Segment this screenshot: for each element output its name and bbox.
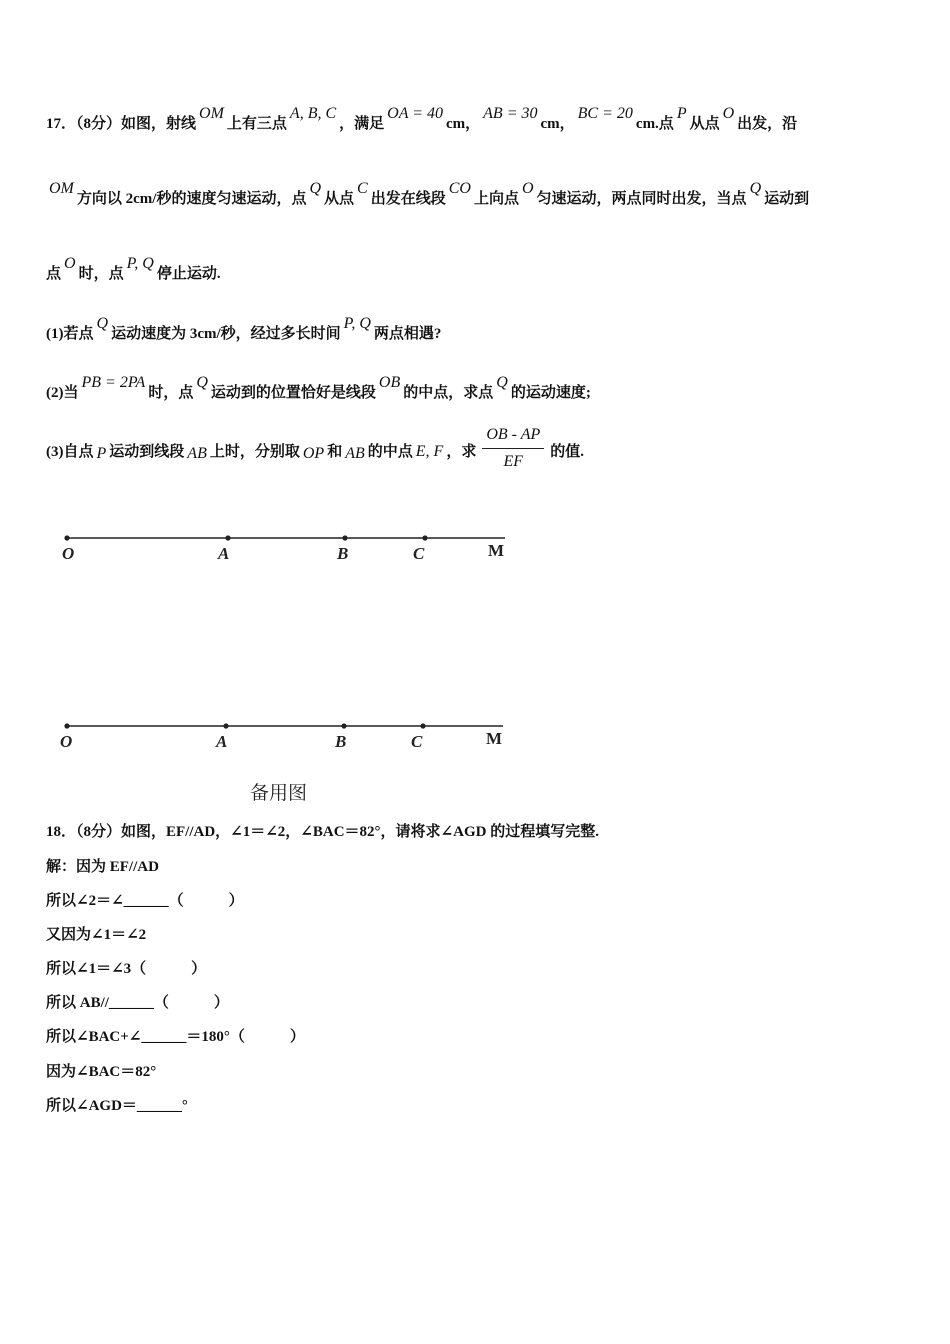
q17-part-3 <box>46 426 585 475</box>
q17-text: 的中点 <box>367 443 413 460</box>
q17-text: 运动到线段 <box>109 443 185 460</box>
math-p: P <box>676 105 687 122</box>
q17-text: 上时，分别取 <box>209 443 300 460</box>
math-q: Q <box>749 180 762 197</box>
math-ab: AB <box>187 444 207 462</box>
math-ob: OB <box>378 374 401 391</box>
q17-text: 时，点 <box>148 385 194 401</box>
backup-figure-caption: 备用图 <box>250 782 308 804</box>
ray-figure <box>0 520 560 580</box>
q17-text: 的值. <box>550 443 585 460</box>
math-oa: OA = 40 <box>387 105 443 122</box>
q17-text: 方向以 2cm/秒的速度匀速运动，点 <box>76 191 307 207</box>
q18-line: 所以∠AGD＝______° <box>46 1098 188 1114</box>
q17-line-2 <box>46 180 810 208</box>
point-c <box>420 723 425 728</box>
label-o: O <box>62 544 75 563</box>
point-o <box>64 535 69 540</box>
math-q: Q <box>496 374 508 391</box>
math-om: OM <box>199 105 224 122</box>
q17-text: cm.点 <box>635 116 674 132</box>
q17-text: 和 <box>327 443 343 460</box>
math-q: Q <box>96 315 109 332</box>
q17-text: 的运动速度; <box>510 385 591 401</box>
math-om: OM <box>49 180 74 197</box>
fraction <box>482 426 544 471</box>
point-b <box>341 723 346 728</box>
math-o: O <box>521 180 534 197</box>
label-b: B <box>337 544 349 563</box>
q17-text: cm， <box>540 116 575 132</box>
q17-text: (1)若点 <box>46 326 94 342</box>
q17-text: ，满足 <box>339 116 385 132</box>
q18-line: 因为∠BAC＝82° <box>46 1064 157 1080</box>
label-c: C <box>413 544 425 563</box>
math-q: Q <box>196 374 208 391</box>
q18-line: 所以∠2＝∠______（ ） <box>46 893 244 909</box>
q18-line: 所以∠BAC+∠______＝180°（ ） <box>46 1029 305 1045</box>
label-o: O <box>60 732 73 751</box>
q17-text: cm， <box>446 116 481 132</box>
label-a: A <box>216 732 228 751</box>
math-pb-2pa: PB = 2PA <box>81 374 146 391</box>
q17-text: 从点 <box>689 116 720 132</box>
q17-text: (3)自点 <box>46 443 94 460</box>
q17-text: 出发在线段 <box>370 191 446 207</box>
q17-part-2 <box>46 374 591 402</box>
point-a <box>225 535 230 540</box>
q17-text: 17．（8分）如图，射线 <box>46 116 197 132</box>
point-b <box>342 535 347 540</box>
q17-text: 运动到的位置恰好是线段 <box>210 385 376 401</box>
q18-line: 所以∠1＝∠3（ ） <box>46 961 207 977</box>
label-b: B <box>335 732 347 751</box>
q18-line: 所以 AB//______（ ） <box>46 995 229 1011</box>
q17-text: 点 <box>46 266 62 282</box>
q17-text: 匀速运动，两点同时出发，当点 <box>536 191 747 207</box>
q17-text: 出发，沿 <box>737 116 798 132</box>
label-m: M <box>486 729 503 748</box>
math-pq: P, Q <box>343 315 371 332</box>
math-p: P <box>96 444 107 462</box>
q17-text: 运动速度为 3cm/秒，经过多长时间 <box>111 326 341 342</box>
math-ab: AB = 30 <box>483 105 538 122</box>
point-a <box>223 723 228 728</box>
math-o: O <box>722 105 735 122</box>
math-co: CO <box>448 180 471 197</box>
math-pq: P, Q <box>126 255 154 272</box>
backup-ray-figure <box>0 708 560 768</box>
q17-text: 时，点 <box>78 266 124 282</box>
q17-line-3 <box>46 255 221 283</box>
fraction-numerator: OB - AP <box>482 426 544 449</box>
math-ab: AB <box>345 444 365 462</box>
label-c: C <box>411 732 423 751</box>
point-c <box>422 535 427 540</box>
q18-line: 解：因为 EF//AD <box>46 859 159 875</box>
q17-text: 两点相遇? <box>373 326 442 342</box>
q17-line-1 <box>46 105 798 133</box>
q18-line: 又因为∠1＝∠2 <box>46 927 147 943</box>
q17-text: (2)当 <box>46 385 79 401</box>
math-o: O <box>64 255 76 272</box>
point-o <box>64 723 69 728</box>
q17-text: 上向点 <box>473 191 519 207</box>
q17-text: 停止运动. <box>156 266 221 282</box>
q17-text: ，求 <box>446 443 477 460</box>
label-m: M <box>488 541 505 560</box>
math-q: Q <box>309 180 322 197</box>
math-ef: E, F <box>415 442 444 460</box>
label-a: A <box>218 544 230 563</box>
math-op: OP <box>302 444 325 462</box>
q17-text: 上有三点 <box>226 116 287 132</box>
math-bc: BC = 20 <box>577 105 633 122</box>
q17-text: 的中点，求点 <box>403 385 494 401</box>
q17-text: 从点 <box>324 191 355 207</box>
q18-title: 18．（8分）如图，EF//AD，∠1＝∠2，∠BAC＝82°，请将求∠AGD 的过程填写完整. <box>46 824 599 840</box>
math-abc: A, B, C <box>289 105 337 122</box>
q17-part-1 <box>46 315 442 343</box>
fraction-denominator: EF <box>503 453 524 470</box>
q17-text: 运动到 <box>764 191 810 207</box>
math-c: C <box>357 180 368 197</box>
